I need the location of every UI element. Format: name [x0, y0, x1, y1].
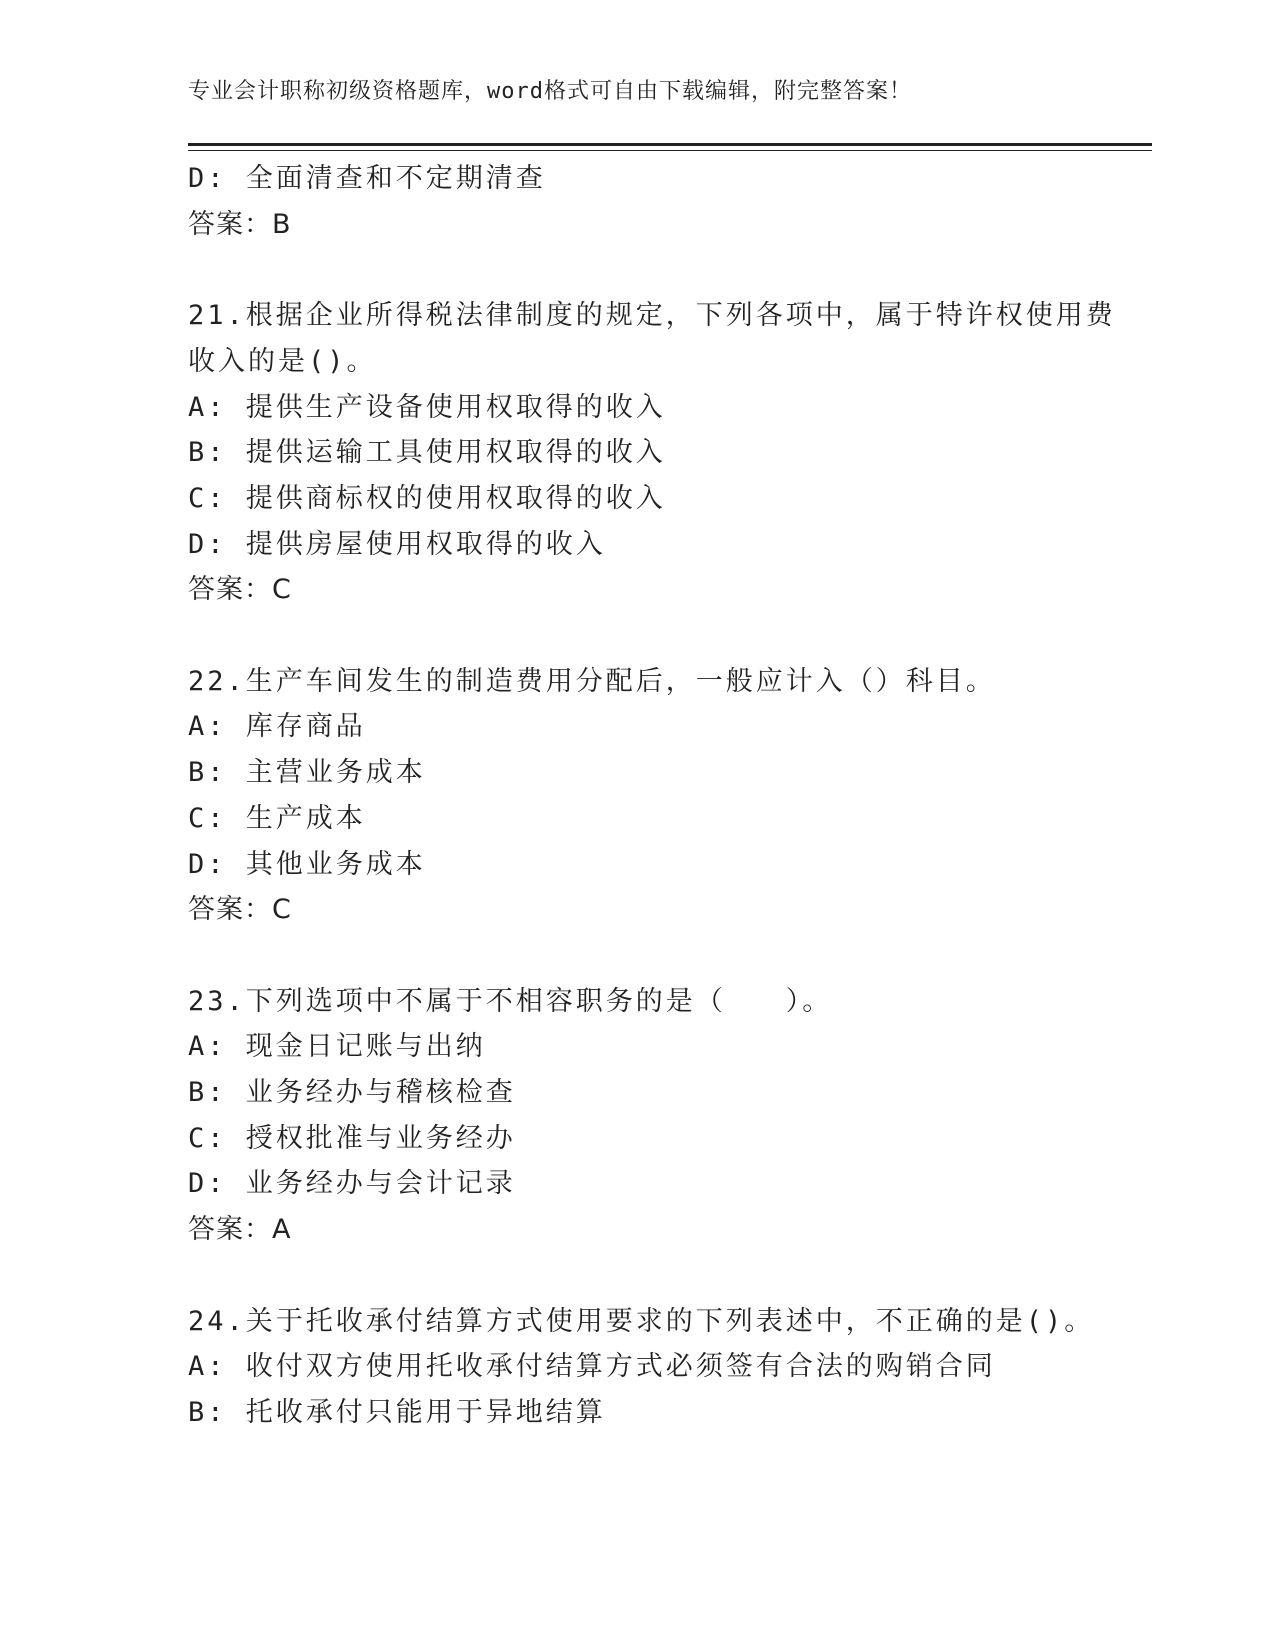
answer: 答案：B — [188, 208, 292, 240]
question-21 — [188, 293, 1116, 613]
spacer — [188, 247, 1088, 293]
header-rule-thin — [188, 150, 1152, 151]
option-b: B: 提供运输工具使用权取得的收入 — [188, 437, 666, 469]
option-d: D: 业务经办与会计记录 — [188, 1168, 516, 1200]
answer: 答案：C — [188, 894, 292, 926]
question-22 — [188, 659, 1088, 933]
question-stem-continued: 收入的是()。 — [188, 345, 377, 377]
header-rule-thick — [188, 143, 1152, 146]
option-d: D: 提供房屋使用权取得的收入 — [188, 528, 606, 560]
question-23 — [188, 979, 1088, 1253]
page-header: 专业会计职称初级资格题库，word格式可自由下载编辑，附完整答案！ — [188, 79, 912, 104]
answer: 答案：C — [188, 574, 292, 606]
spacer — [188, 1253, 1088, 1299]
question-stem: 24.关于托收承付结算方式使用要求的下列表述中，不正确的是()。 — [188, 1305, 1095, 1337]
question-stem: 21.根据企业所得税法律制度的规定，下列各项中，属于特许权使用费 — [188, 300, 1116, 332]
question-24 — [188, 1299, 1095, 1436]
option-a: A: 收付双方使用托收承付结算方式必须签有合法的购销合同 — [188, 1351, 996, 1383]
question-content — [188, 156, 1116, 1436]
option-a: A: 现金日记账与出纳 — [188, 1031, 486, 1063]
question-stem: 22.生产车间发生的制造费用分配后，一般应计入（）科目。 — [188, 665, 996, 697]
option-c: C: 生产成本 — [188, 802, 366, 834]
option-d: D: 全面清查和不定期清查 — [188, 163, 546, 194]
option-c: C: 授权批准与业务经办 — [188, 1122, 516, 1154]
answer: 答案：A — [188, 1214, 292, 1246]
spacer — [188, 933, 1088, 979]
spacer — [188, 613, 1088, 659]
option-b: B: 托收承付只能用于异地结算 — [188, 1396, 606, 1428]
option-a: A: 提供生产设备使用权取得的收入 — [188, 391, 666, 423]
question-stem: 23.下列选项中不属于不相容职务的是（ ）。 — [188, 985, 833, 1017]
option-b: B: 业务经办与稽核检查 — [188, 1077, 516, 1109]
option-a: A: 库存商品 — [188, 711, 366, 743]
option-c: C: 提供商标权的使用权取得的收入 — [188, 482, 666, 514]
option-b: B: 主营业务成本 — [188, 757, 426, 789]
option-d: D: 其他业务成本 — [188, 848, 426, 880]
